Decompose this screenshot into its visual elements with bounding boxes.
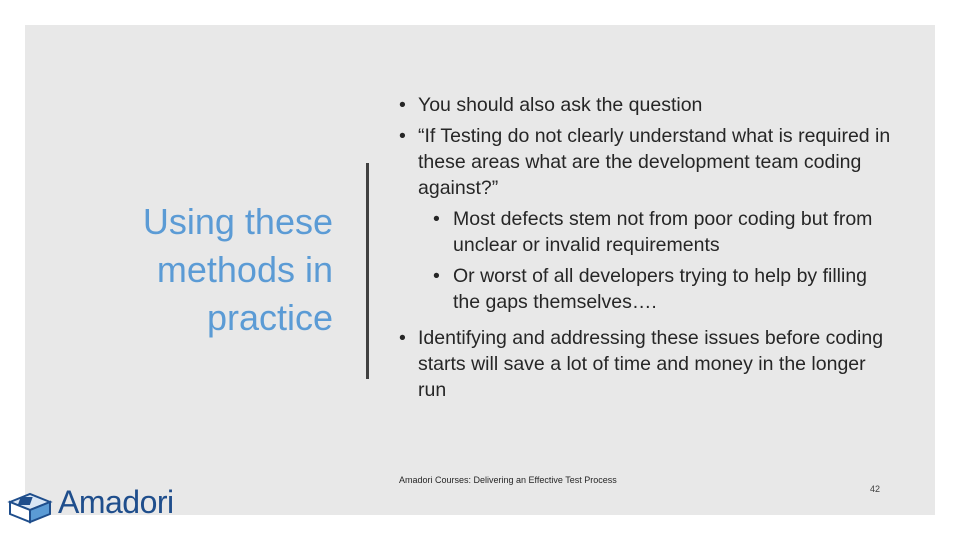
bullet-text: Most defects stem not from poor coding but from unclear or invalid requirements	[453, 208, 873, 256]
bullet-icon: •	[399, 327, 406, 349]
bullet-item	[395, 123, 895, 201]
slide-footer: Amadori Courses: Delivering an Effective Test Process	[399, 475, 617, 485]
bullet-text: Or worst of all developers trying to help by filling the gaps themselves….	[453, 265, 868, 313]
page-number: 42	[870, 484, 881, 494]
slide-title	[95, 198, 333, 342]
bullet-icon: •	[399, 125, 406, 147]
title-line: methods in	[156, 249, 333, 290]
amadori-cube-logo-icon	[6, 488, 56, 524]
amadori-logo	[6, 484, 191, 524]
bullet-icon: •	[433, 265, 440, 287]
bullet-item	[395, 325, 895, 403]
bullet-list	[395, 92, 895, 403]
bullet-icon: •	[399, 94, 406, 116]
logo-text: Amadori	[58, 484, 174, 520]
bullet-item	[395, 92, 895, 118]
title-line: Using these	[142, 201, 333, 242]
vertical-divider	[366, 163, 369, 379]
title-line: practice	[206, 297, 333, 338]
bullet-text: Identifying and addressing these issues before coding starts will save a lot of time and money in the longer run	[418, 327, 884, 401]
sub-bullet-item	[395, 206, 895, 258]
sub-bullet-item	[395, 263, 895, 315]
bullet-text: “If Testing do not clearly understand what is required in these areas what are the development team coding against?”	[418, 125, 891, 199]
bullet-icon: •	[433, 208, 440, 230]
bullet-text: You should also ask the question	[418, 94, 703, 116]
